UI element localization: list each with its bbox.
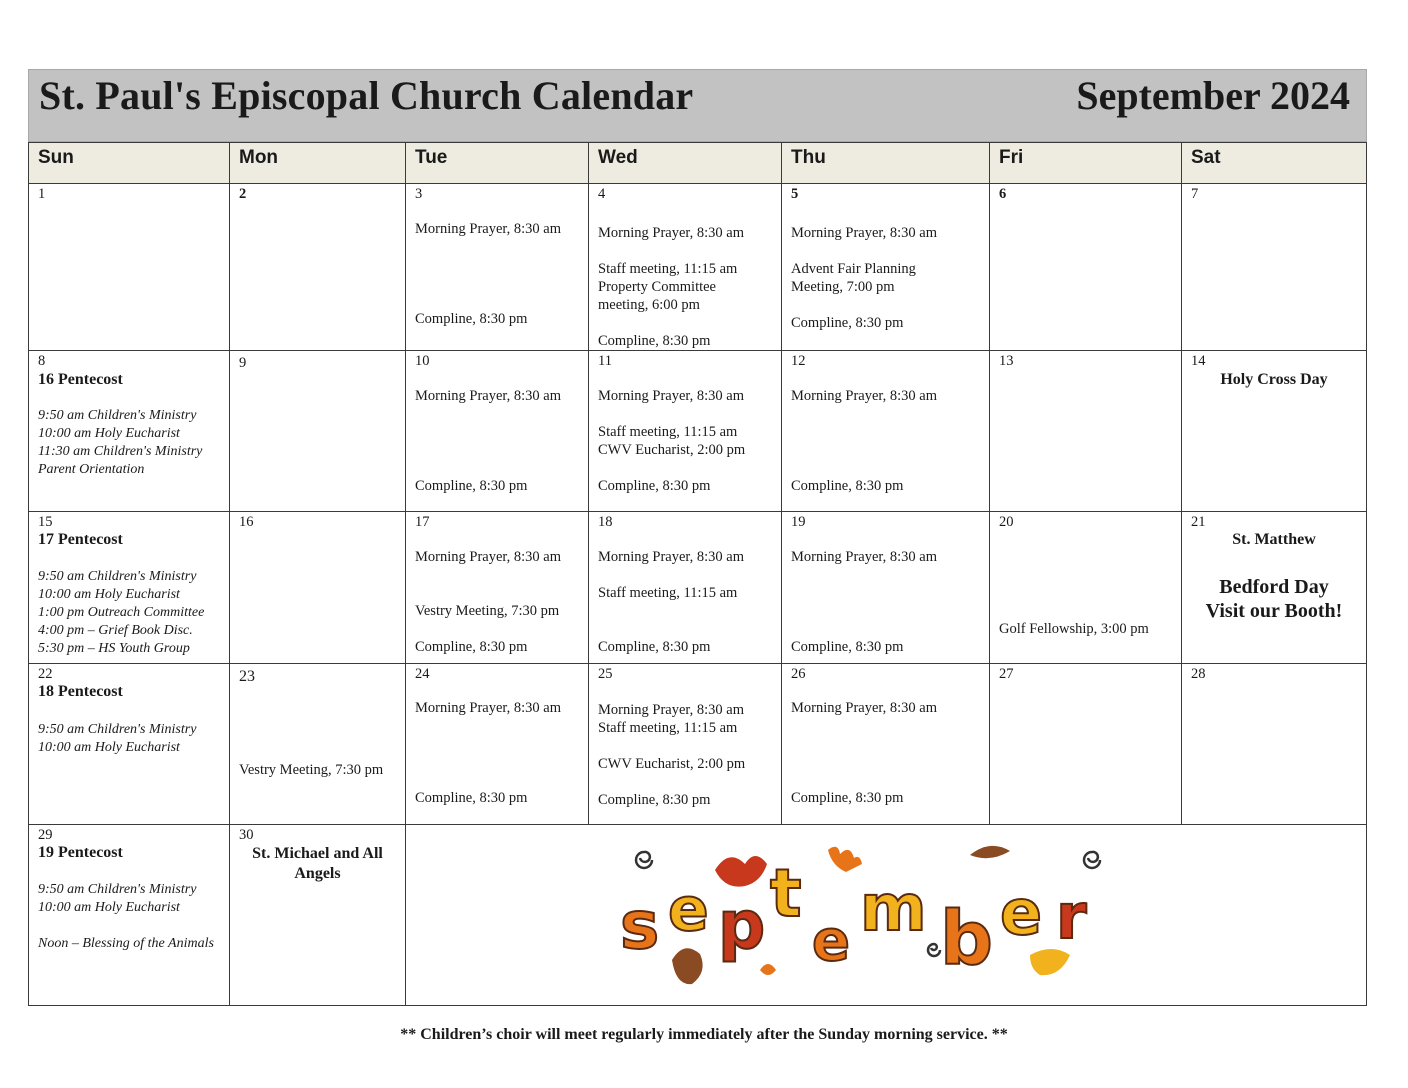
month-label: September 2024 [1076,73,1350,118]
day-cell-13[interactable] [989,350,1182,512]
weekday-fri: Fri [989,142,1182,184]
day-cell-22[interactable] [28,663,230,825]
title-bar [28,69,1367,142]
day-cell-17[interactable] [405,511,589,664]
day-cell-15[interactable] [28,511,230,664]
event-morning-prayer: Morning Prayer, 8:30 am [415,221,562,237]
event-morning-prayer: Morning Prayer, 8:30 am [415,700,562,716]
event-bedford-day: Bedford Day [1219,576,1329,598]
day-number: 20 [999,514,1014,530]
art-letter: t [770,855,802,932]
day-number: 22 [38,666,53,682]
event-morning-prayer: Morning Prayer, 8:30 am [598,388,745,404]
day-cell-26[interactable] [781,663,990,825]
event-staff-meeting: Staff meeting, 11:15 am [598,424,738,440]
event-holy-eucharist: 10:00 am Holy Eucharist [38,740,180,755]
day-number: 15 [38,514,53,530]
day-cell-6[interactable] [989,183,1182,351]
day-cell-11[interactable] [588,350,782,512]
event-childrens-ministry: 9:50 am Children's Ministry [38,569,197,584]
day-cell-18[interactable] [588,511,782,664]
calendar-title: St. Paul's Episcopal Church Calendar [39,73,694,118]
event-staff-meeting: Staff meeting, 11:15 am [598,261,738,277]
event-pentecost: 19 Pentecost [38,844,123,861]
day-cell-29[interactable] [28,824,230,1006]
day-number: 2 [239,186,247,202]
event-compline: Compline, 8:30 pm [415,311,528,327]
event-pentecost: 16 Pentecost [38,371,123,388]
day-cell-5[interactable] [781,183,990,351]
day-cell-14[interactable] [1181,350,1367,512]
event-compline: Compline, 8:30 pm [415,478,528,494]
day-number: 5 [791,186,799,202]
weekday-wed: Wed [588,142,782,184]
event-grief-book: 4:00 pm – Grief Book Disc. [38,623,193,638]
day-number: 30 [239,827,254,843]
day-cell-12[interactable] [781,350,990,512]
day-cell-8[interactable] [28,350,230,512]
event-golf-fellowship: Golf Fellowship, 3:00 pm [999,621,1149,637]
event-holy-eucharist: 10:00 am Holy Eucharist [38,900,180,915]
day-number: 25 [598,666,613,682]
day-number: 1 [38,186,46,202]
event-morning-prayer: Morning Prayer, 8:30 am [415,388,562,404]
day-cell-28[interactable] [1181,663,1367,825]
day-cell-7[interactable] [1181,183,1367,351]
event-advent-fair: Advent Fair Planning Meeting, 7:00 pm [791,261,916,295]
event-childrens-ministry: 9:50 am Children's Ministry [38,722,197,737]
day-number: 14 [1191,353,1206,369]
event-parent-orientation-2: Parent Orientation [38,462,145,477]
day-number: 7 [1191,186,1199,202]
day-number: 23 [239,668,255,685]
day-number: 4 [598,186,606,202]
event-compline: Compline, 8:30 pm [598,478,711,494]
event-morning-prayer: Morning Prayer, 8:30 am [791,700,938,716]
weekday-thu: Thu [781,142,990,184]
day-cell-2[interactable] [229,183,406,351]
event-morning-prayer: Morning Prayer, 8:30 am [791,388,938,404]
weekday-tue: Tue [405,142,589,184]
weekday-mon: Mon [229,142,406,184]
art-letter: e [668,875,709,945]
day-cell-30[interactable] [229,824,406,1006]
event-childrens-ministry: 9:50 am Children's Ministry [38,408,197,423]
event-compline: Compline, 8:30 pm [598,639,711,655]
day-number: 12 [791,353,806,369]
day-number: 19 [791,514,806,530]
day-number: 6 [999,186,1007,202]
event-property-committee: Property Committee meeting, 6:00 pm [598,279,716,313]
day-number: 28 [1191,666,1206,682]
event-outreach-committee: 1:00 pm Outreach Committee [38,605,205,620]
day-cell-23[interactable] [229,663,406,825]
day-number: 24 [415,666,430,682]
event-compline: Compline, 8:30 pm [415,639,528,655]
event-compline: Compline, 8:30 pm [791,639,904,655]
event-visit-booth: Visit our Booth! [1205,600,1343,622]
day-cell-16[interactable] [229,511,406,664]
day-number: 3 [415,186,423,202]
day-cell-24[interactable] [405,663,589,825]
day-number: 10 [415,353,430,369]
event-st-michael: St. Michael and All Angels [252,845,383,882]
event-compline: Compline, 8:30 pm [791,315,904,331]
event-morning-prayer: Morning Prayer, 8:30 am [598,549,745,565]
day-cell-3[interactable] [405,183,589,351]
day-number: 18 [598,514,613,530]
day-number: 13 [999,353,1014,369]
event-vestry-meeting: Vestry Meeting, 7:30 pm [415,603,560,619]
art-letter: s [620,887,660,964]
event-staff-meeting: Staff meeting, 11:15 am [598,585,738,601]
event-st-matthew: St. Matthew [1232,531,1316,548]
art-letter: b [940,896,993,982]
art-letter: r [1056,880,1087,953]
september-word-art [590,830,1160,1000]
day-cell-1[interactable] [28,183,230,351]
event-morning-prayer: Morning Prayer, 8:30 am [791,549,938,565]
event-compline: Compline, 8:30 pm [791,790,904,806]
day-number: 11 [598,353,612,369]
art-letter: e [812,909,850,974]
weekday-sun: Sun [28,142,230,184]
day-number: 16 [239,514,254,530]
event-pentecost: 17 Pentecost [38,531,123,548]
day-number: 26 [791,666,806,682]
day-cell-21[interactable] [1181,511,1367,664]
event-blessing-animals: Noon – Blessing of the Animals [38,936,214,951]
event-compline: Compline, 8:30 pm [598,792,711,808]
day-number: 9 [239,355,247,371]
event-morning-prayer: Morning Prayer, 8:30 am [598,225,745,241]
event-cwv-eucharist: CWV Eucharist, 2:00 pm [598,756,746,772]
event-compline: Compline, 8:30 pm [415,790,528,806]
day-number: 8 [38,353,46,369]
day-cell-9[interactable] [229,350,406,512]
event-morning-prayer: Morning Prayer, 8:30 am [598,702,745,718]
day-cell-20[interactable] [989,511,1182,664]
event-morning-prayer: Morning Prayer, 8:30 am [791,225,938,241]
event-childrens-ministry: 9:50 am Children's Ministry [38,882,197,897]
day-number: 29 [38,827,53,843]
footnote: ** Children’s choir will meet regularly immediately after the Sunday morning service. ** [400,1026,1008,1043]
event-parent-orientation: 11:30 am Children's Ministry [38,444,203,459]
day-cell-10[interactable] [405,350,589,512]
event-compline: Compline, 8:30 pm [791,478,904,494]
event-pentecost: 18 Pentecost [38,683,123,700]
event-cwv-eucharist: CWV Eucharist, 2:00 pm [598,442,746,458]
event-staff-meeting: Staff meeting, 11:15 am [598,720,738,736]
day-number: 21 [1191,514,1206,530]
event-holy-eucharist: 10:00 am Holy Eucharist [38,587,180,602]
art-letter: p [718,887,766,964]
event-holy-eucharist: 10:00 am Holy Eucharist [38,426,180,441]
event-holy-cross-day: Holy Cross Day [1220,371,1328,388]
day-cell-4[interactable] [588,183,782,351]
weekday-sat: Sat [1181,142,1367,184]
event-vestry-meeting: Vestry Meeting, 7:30 pm [239,762,384,778]
day-number: 17 [415,514,430,530]
event-morning-prayer: Morning Prayer, 8:30 am [415,549,562,565]
day-cell-25[interactable] [588,663,782,825]
day-number: 27 [999,666,1014,682]
event-youth-group: 5:30 pm – HS Youth Group [38,641,190,656]
art-letter: e [1000,876,1043,949]
day-cell-19[interactable] [781,511,990,664]
art-letter: m [860,872,927,946]
event-compline: Compline, 8:30 pm [598,333,711,349]
day-cell-27[interactable] [989,663,1182,825]
